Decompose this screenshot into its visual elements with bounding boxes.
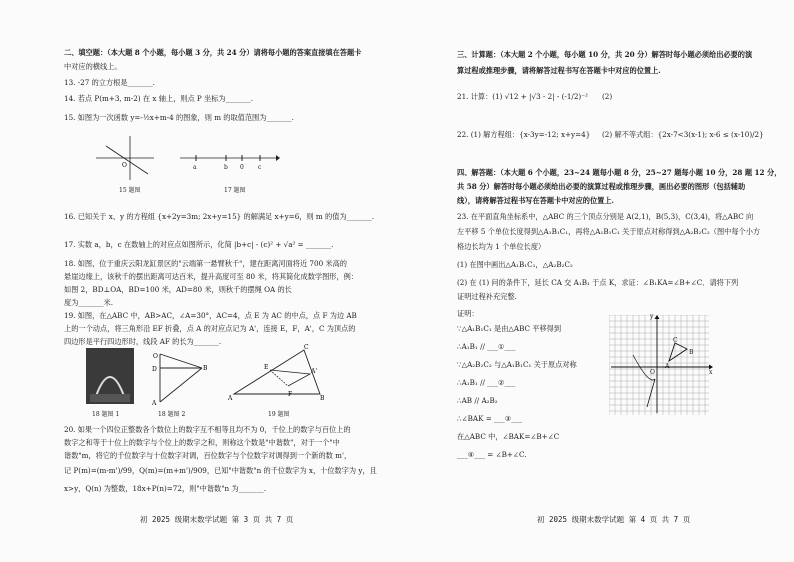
figure-19-diagram xyxy=(228,342,328,402)
question-20-line3: 谐数"m，将它的千位数字与十位数字对调，百位数字与个位数字对调得到一个新的数 m'， xyxy=(64,451,352,460)
question-17: 17. 实数 a，b，c 在数轴上的对应点如图所示，化简 |b+c| - (c)² + √a² = _______. xyxy=(64,240,334,249)
svg-text:E: E xyxy=(264,364,269,371)
svg-text:A: A xyxy=(152,400,157,406)
svg-text:C: C xyxy=(304,344,309,351)
fig17-label-b: b xyxy=(224,164,228,171)
question-22-part2: (2) 解不等式组：{2x-7<3(x-1); x-6 ≤ (x-10)/2} xyxy=(602,130,764,139)
question-23-line3: 格边长均为 1 个单位长度） xyxy=(457,242,546,251)
question-20-line2: 数字之和等于十位上的数字与个位上的数字之和，则称这个数是"中谐数"，对于一个"中 xyxy=(64,438,340,447)
proof-step-7: 在△ABC 中，∠BAK=∠B+∠C xyxy=(457,432,560,441)
caption-18-2: 18 题图 2 xyxy=(158,411,186,418)
grid-label-x: x xyxy=(709,369,713,376)
question-15: 15. 如图为一次函数 y=-½x+m-4 的图象，则 m 的取值范围为_______. xyxy=(64,113,294,122)
fig17-label-zero: 0 xyxy=(240,164,244,171)
section-4-heading-cont: 共 58 分）解答时每小题必须给出必要的演算过程或推理步骤，画出必要的图形（包括辅助 xyxy=(457,182,746,191)
svg-text:B: B xyxy=(320,395,325,402)
question-18-line2: 悬崖边缘上，该秋千的摆出距离可达百米，提升高度可至 80 米，将其简化成数学图形，例： xyxy=(64,272,359,281)
section-3-heading-cont: 算过程或推理步骤，请将解答过程书写在答题卡中对应的位置上. xyxy=(457,66,661,75)
question-13: 13. -27 的立方根是_______. xyxy=(64,78,155,87)
question-16: 16. 已知关于 x、y 的方程组 {x+2y=3m; 2x+y=15} 的解满足 x+y=6，则 m 的值为_______. xyxy=(64,212,375,221)
grid-label-origin: O xyxy=(650,369,655,376)
question-23-line2: 左平移 5 个单位长度得到△A₁B₁C₁，再将△A₁B₁C₁ 关于原点对称得到△A₂B₂C₂（图中每个小方 xyxy=(457,227,761,236)
figure-17-caption: 17 题图 xyxy=(224,187,246,194)
question-18-line3: 如图 2，BD⊥OA，BD=100 米，AD=80 米，则秋千的摆绳 OA 的长 xyxy=(64,285,292,294)
proof-step-3: ∵△A₂B₂C₂ 与△A₁B₁C₁ 关于原点对称 xyxy=(457,360,577,369)
fig17-label-a: a xyxy=(193,164,197,171)
question-20-line5: x>y，Q(n) 为整数，18x+P(n)=72，则"中谐数"n 为_______. xyxy=(64,484,267,493)
section-4-heading-cont2: 线），请将解答过程书写在答题卡中对应的位置上. xyxy=(457,196,615,205)
question-20-line4: 记 P(m)=(m-m')/99，Q(m)=(m+m')/909，已知"中谐数"n 的千位数字为 x，十位数字为 y，且 xyxy=(64,466,377,475)
question-19-line1: 19. 如图，在△ABC 中，AB>AC，∠A=30°，AC=4，点 E 为 AC 的中点，点 F 为边 AB xyxy=(64,311,357,320)
svg-text:A': A' xyxy=(311,368,317,375)
caption-18-1: 18 题图 1 xyxy=(92,411,120,418)
proof-step-1: ∵△A₁B₁C₁ 是由△ABC 平移得到 xyxy=(457,324,562,333)
proof-step-8: ___④___ = ∠B+∠C. xyxy=(457,450,527,459)
svg-text:D: D xyxy=(152,366,157,373)
question-14: 14. 若点 P(m+3, m-2) 在 x 轴上，则点 P 坐标为_______. xyxy=(64,94,254,103)
section-3-heading: 三、计算题：（本大题 2 个小题，每小题 10 分，共 20 分）解答时每小题必须给出必要的演 xyxy=(457,50,753,59)
question-23-part2-line1: (2) 在 (1) 问的条件下，延长 CA 交 A₁B₁ 于点 K，求证：∠B₁KA=∠B+∠C．请将下列 xyxy=(457,278,739,287)
proof-step-4: ∴A₁B₁ // ___②___ xyxy=(457,378,516,387)
figure-15-caption: 15 题图 xyxy=(119,187,141,194)
question-21-part2: (2) xyxy=(602,92,613,101)
svg-text:O: O xyxy=(153,353,158,360)
svg-text:O: O xyxy=(122,162,127,169)
caption-19: 19 题图 xyxy=(268,411,290,418)
question-19-line3: 四边形是平行四边形时，线段 AF 的长为_______. xyxy=(64,337,222,346)
fig17-label-c: c xyxy=(258,164,262,171)
proof-heading: 证明： xyxy=(457,309,479,318)
question-23-part2-line2: 证明过程补充完整. xyxy=(457,292,517,301)
grid-label-b: B xyxy=(689,349,694,356)
page-4-footer: 初 2025 级期末数学试题 第 4 页 共 7 页 xyxy=(537,515,691,524)
question-23-part1: (1) 在图中画出△A₁B₁C₁，△A₂B₂C₂ xyxy=(457,260,573,269)
exam-page-4 xyxy=(397,0,794,562)
proof-step-5: ∴AB // A₂B₂ xyxy=(457,396,498,405)
proof-step-2: ∴A₁B₁ // ___①___ xyxy=(457,342,516,351)
svg-text:B: B xyxy=(203,365,208,372)
figure-23-grid xyxy=(609,315,713,415)
figure-18-diagram xyxy=(150,350,210,406)
question-19-line2: 上的一个动点，将三角形沿 EF 折叠，点 A 的对应点记为 A'，连接 E，F，A'，C 为顶点的 xyxy=(64,324,356,333)
figure-18-photo xyxy=(86,348,134,404)
grid-label-c: C xyxy=(673,337,678,344)
question-18-line1: 18. 如图，位于重庆云阳龙缸景区的"云端第一悬臂秋千"，建在距离河面将近 700 米高的 xyxy=(64,259,347,268)
proof-step-6: ∴∠BAK = ___③___ xyxy=(457,414,523,423)
svg-text:F: F xyxy=(288,391,293,398)
section-4-heading: 四、解答题：（本大题 6 个小题，23~24 题每小题 8 分，25~27 题每小题 10 分，28 题 12 分， xyxy=(457,168,782,177)
question-18-line4: 度为_______米. xyxy=(64,298,114,307)
svg-text:A: A xyxy=(228,395,233,402)
question-21: 21. 计算：(1) √12 + |√3 - 2| - (-1/2)⁻² xyxy=(457,92,588,101)
grid-label-y: y xyxy=(650,313,654,320)
grid-label-a: A xyxy=(665,363,670,370)
section-2-heading: 二、填空题：（本大题 8 个小题，每小题 3 分，共 24 分）请将每小题的答案直接填在答题卡 xyxy=(64,48,362,57)
section-2-heading-cont: 中对应的横线上。 xyxy=(64,62,122,71)
question-20-line1: 20. 如果一个四位正整数各个数位上的数字互不相等且均不为 0，千位上的数字与百位上的 xyxy=(64,425,351,434)
question-22-part1: 22. (1) 解方程组：{x-3y=-12; x+y=4} xyxy=(457,130,591,139)
figure-15-graph xyxy=(96,134,156,182)
page-3-footer: 初 2025 级期末数学试题 第 3 页 共 7 页 xyxy=(140,515,294,524)
question-23-line1: 23. 在平面直角坐标系中，△ABC 的三个顶点分别是 A(2,1)，B(5,3)，C(3,4)，将△ABC 向 xyxy=(457,212,754,221)
